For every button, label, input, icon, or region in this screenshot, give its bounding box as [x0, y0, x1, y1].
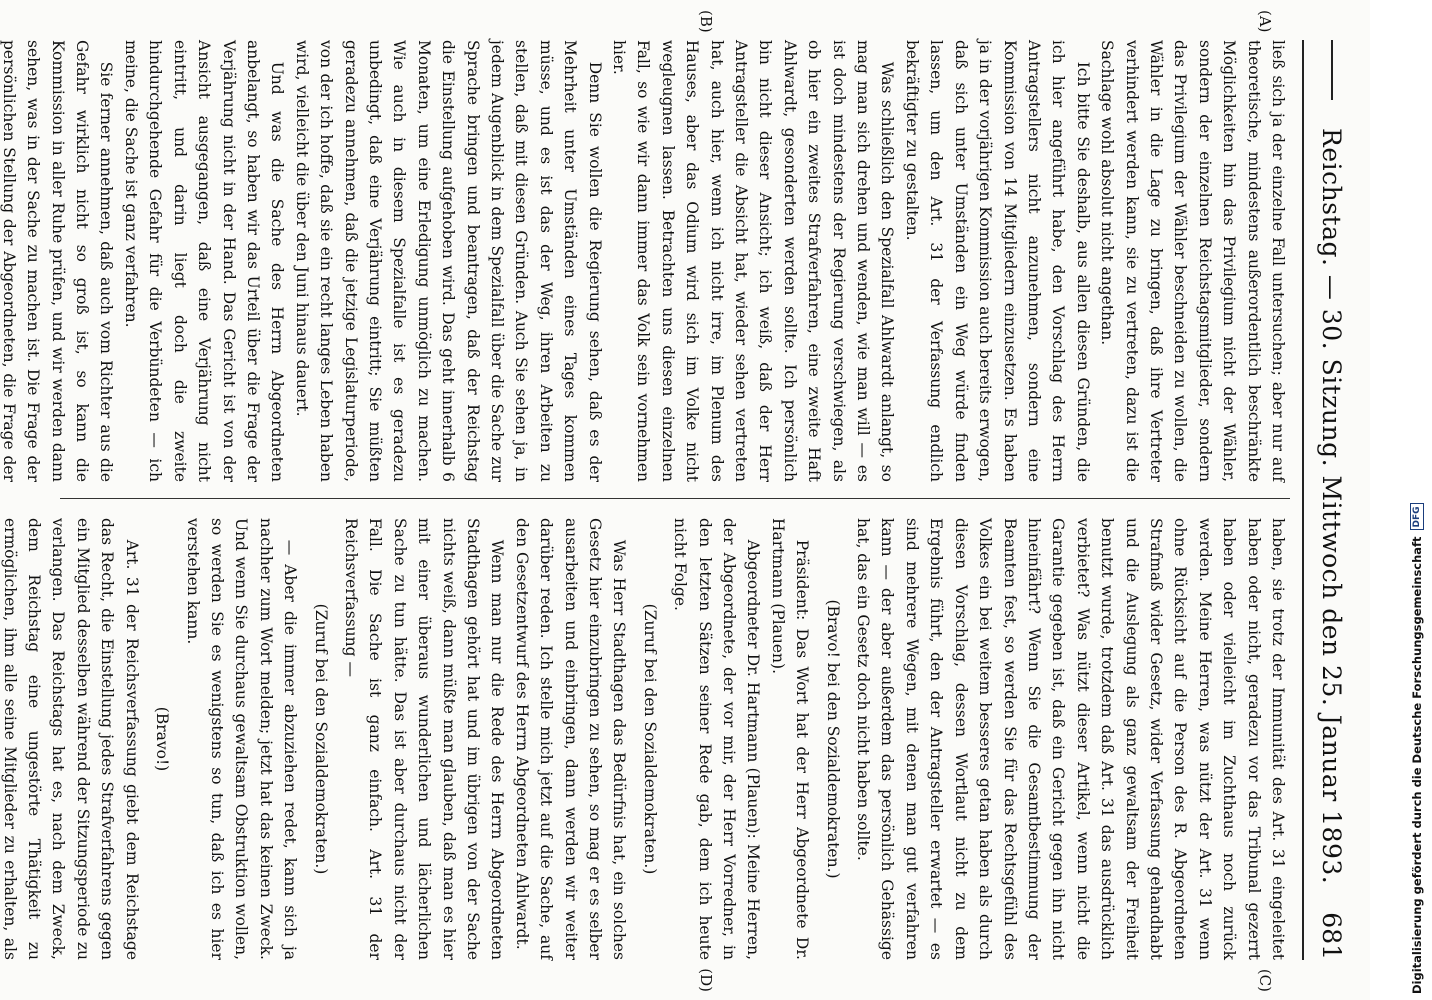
paragraph: Wenn man nur die Rede des Herrn Abgeordneten Stadthagen gehört hat und im übrigen von der Sache nichts weiß, dann müßte man glauben, daß man es hier mit einer überaus wunderlichen und lächerlichen Sache zu tun hätte. Das ist aber durchaus nicht der Fall. Die Sache ist ganz einfach. Art. 31 der Reichsverfassung —	[341, 518, 507, 960]
paragraph: Und was die Sache des Herrn Abgeordneten anbelangt, so haben wir das Urteil über die Frage der Verjährung nicht in der Hand. Das Gericht ist von der Ansicht ausgegangen, daß eine Verjährung nicht eintritt, und darin liegt doch die zweite hindurchgehende Gefahr für die Verbündeten — ich meine, die Sache ist ganz verfahren.	[121, 40, 287, 482]
margin-mark-c: (C)	[1256, 968, 1274, 992]
margin-mark-d: (D)	[697, 968, 715, 992]
paragraph: Denn Sie wollen die Regierung sehen, daß es der Mehrheit unter Umständen eines Tages kommen müsse, und es ist das der Weg, ihren Arbeiten zu stellen, daß mit diesen Gründen. Auch Sie sehen ja, in jedem Augenblick in dem Spezialfall über die Sache zur Sprache bringen und beantragen, daß der Reichstag die Einstellung aufgehoben wird. Das geht innerhalb 6 Monaten, um eine Erledigung unmöglich zu machen. Wie auch in diesem Spezialfalle ist es geradezu unbedingt, daß eine Verjährung eintritt; Sie müßten geradezu annehmen, daß die jetzige Legislaturperiode, von der ich hoffe, daß sie ein recht langes Leben haben wird, vielleicht die über den Juni hinaus dauert.	[292, 40, 604, 482]
paragraph: haben, sie trotz der Immunität des Art. 31 eingeleitet haben oder nicht, geradezu vor das Tribunal gezerrt haben oder vielleicht im Zuchthaus noch zurück werden. Meine Herren, was nützt der Art. 31 wenn ohne Rücksicht auf die Person des R. Abgeordneten Strafmaß wider Gesetz, wider Verfassung gehandhabt und die Auslegung als ganz gewaltsam der Freiheit benutzt wurde, trotzdem daß Art. 31 das ausdrücklich verbietet? Was nützt dieser Artikel, wenn nicht die Garantie gegeben ist, daß ein Gericht gegen ihn nicht hineinfährt? Wenn Sie die Gesamtbestimmung der Beamten fest, so werden Sie für das Rechtsgefühl des Volkes ein bei weitem besseres getan haben als durch diesen Vorschlag, dessen Wortlaut nicht zu dem Ergebnis führt, den der Antragsteller erwartet — es sind mehrere Wegen, mit denen man gut verfahren kann — der aber außerdem das persönlich Gehässige hat, das ein Gesetz doch nicht haben sollte.	[854, 518, 1287, 960]
interjection: (Bravo! bei den Sozialdemokraten.)	[823, 599, 842, 879]
interjection: (Bravo!)	[153, 706, 172, 772]
dfg-logo: DFG	[1410, 503, 1424, 530]
page-header	[1312, 40, 1352, 960]
interjection: (Zuruf bei den Sozialdemokraten.)	[640, 603, 659, 875]
paragraph: ließ sich ja der einzelne Fall untersuchen; aber nur auf theoretische, mindestens außerordentlich beschränkte Möglichkeiten hin das Privilegium nicht der Wähler, sondern der einzelnen Reichstagsmitglieder, sondern das Privilegium der Wähler beschneiden zu wollen, die Wähler in die Lage zu bringen, daß ihre Vertreter verhindert werden kann, sie zu vertreten, dazu ist die Sachlage wohl absolut nicht angethan.	[1098, 40, 1287, 482]
paragraph: Was schließlich den Spezialfall Ahlwardt anlangt, so mag man sich drehen und wenden, wie man will — es ist doch mindestens der Regierung verschwiegen, als ob hier ein zweites Strafverfahren, eine zweite Haft Ahlwardt, gesonderten werden sollte. Ich persönlich bin nicht dieser Ansicht; ich weiß, daß der Herr Antragsteller die Absicht hat, wieder sehen vertreten hat, auch hier, wenn ich nicht irre, im Plenum des Hauses, aber das Odium wird sich im Volke nicht wegleugnen lassen. Betrachten uns diesen einzelnen Fall, so wie wir dann immer das Volk sein vornehmen hier.	[610, 40, 897, 482]
column-divider	[60, 498, 1290, 499]
paragraph: Art. 31 der Reichsverfassung giebt dem Reichstage das Recht, die Einstellung jedes Strafverfahrens gegen ein Mitglied desselben während der Sitzungsperiode zu verlangen. Das Reichstags hat es, nach dem Zweck, dem Reichstag eine ungestörte Thätigkeit zu ermöglichen, ihm alle seine Mitglieder zu erhalten, als	[0, 518, 141, 960]
speaker-line: Abgeordneter Dr. Hartmann (Plauen): Meine Herren, der Abgeordnete, der vor mir, der Herr Vorredner, in den letzten Sätzen seiner Rede gab, dem ich heute nicht Folge.	[671, 518, 763, 960]
page-number: 681	[1317, 912, 1347, 961]
paragraph: Ich bitte Sie deshalb, aus allen diesen Gründen, die ich hier angeführt habe, den Vorschlag des Herrn Antragstellers nicht anzunehmen, sondern eine Kommission von 14 Mitgliedern einzusetzen. Es haben ja in der vorjährigen Kommission auch bereits erwogen, daß sich unter Umständen ein Weg würde finden lassen, um den Art. 31 der Verfassung endlich bekräftigter zu gestalten.	[902, 40, 1092, 482]
speaker-line: Präsident: Das Wort hat der Herr Abgeordnete Dr. Hartmann (Plauen).	[768, 518, 812, 960]
running-head: Reichstag. — 30. Sitzung. Mittwoch den 25. Januar 1893.	[1317, 128, 1347, 885]
digitization-credit	[1410, 503, 1424, 994]
margin-mark-b: (B)	[697, 10, 715, 33]
paragraph: Sie ferner annehmen, daß auch vom Richter aus die Gefahr wirklich nicht so groß ist, so kann die Kommission in aller Ruhe prüfen, und wir werden dann sehen, was in der Sache zu machen ist. Die Frage der persönlichen Stellung der Abgeordneten, die Frage der	[0, 40, 116, 482]
paragraph: Was Herr Stadthagen das Bedürfnis hat, ein solches Gesetz hier einzubringen zu sehen, so mag er es selber ausarbeiten und einbringen, dann werden wir weiter darüber reden. Ich stelle mich jetzt auf die Sache, auf den Gesetzentwurf des Herrn Abgeordneten Ahlwardt.	[512, 518, 629, 960]
margin-mark-a: (A)	[1256, 10, 1274, 33]
header-divider	[1302, 40, 1304, 960]
header-rule-left	[1331, 40, 1333, 100]
paragraph: — Aber die immer abzuziehen redet, kann sich ja nachher zum Wort melden; jetzt hat das keinen Zweck. Und wenn Sie durchaus gewaltsam Obstruktion wollen, so werden Sie es wenigstens so tun, daß ich es hier verstehen kann.	[183, 518, 300, 960]
credit-text: Digitalisierung gefördert durch die Deutsche Forschungsgemeinschaft	[1410, 536, 1424, 994]
interjection: (Zuruf bei den Sozialdemokraten.)	[311, 603, 330, 875]
left-column	[0, 40, 1290, 482]
right-column	[0, 518, 1290, 960]
